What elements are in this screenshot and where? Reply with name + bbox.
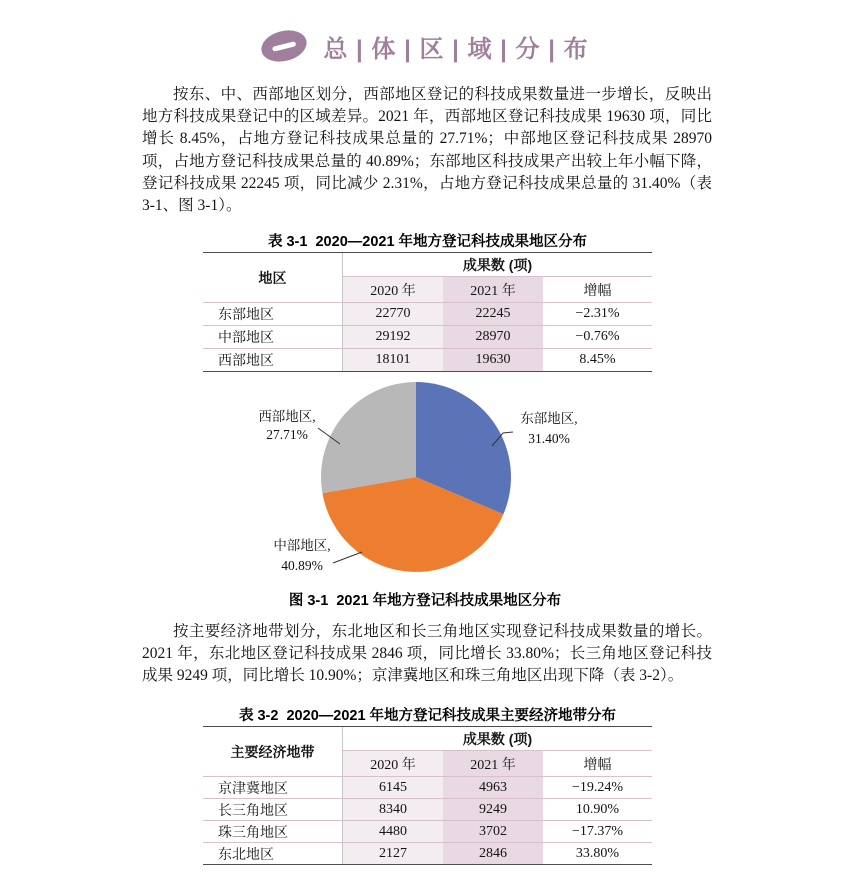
table-3-1 xyxy=(203,252,652,372)
value-2021-cell: 22245 xyxy=(443,302,543,325)
pie-label-中部地区-line2: 40.89% xyxy=(281,558,323,573)
group-header-cell: 成果数 (项) xyxy=(343,727,652,751)
table-3-1-title: 表 3-1 2020—2021 年地方登记科技成果地区分布 xyxy=(267,234,588,250)
pie-label-西部地区-line1: 西部地区, xyxy=(258,409,316,424)
sub-header-cell: 增幅 xyxy=(583,283,612,299)
value-2021-cell: 4963 xyxy=(443,776,543,798)
value-2020-cell: 2127 xyxy=(343,842,443,864)
pie-label-中部地区-line1: 中部地区, xyxy=(273,538,331,553)
section-header xyxy=(0,24,850,68)
value-2020-cell: 22770 xyxy=(343,302,443,325)
change-cell: 8.45% xyxy=(543,348,652,371)
value-2020-cell: 29192 xyxy=(343,325,443,348)
row-label-cell: 西部地区 xyxy=(203,348,343,371)
section-title: 总 | 体 | 区 | 域 | 分 | 布 xyxy=(323,35,589,63)
sub-header-cell: 2020 年 xyxy=(343,277,443,302)
change-cell: −17.37% xyxy=(543,820,652,842)
value-2020-cell: 6145 xyxy=(343,776,443,798)
change-cell: −19.24% xyxy=(543,776,652,798)
change-cell: −2.31% xyxy=(543,302,652,325)
group-header-cell: 成果数 (项) xyxy=(343,253,652,277)
change-cell: 33.80% xyxy=(543,842,652,864)
paragraph-region-analysis: 按东、中、西部地区划分，西部地区登记的科技成果数量进一步增长，反映出地方科技成果登记中的区域差异。2021 年，西部地区登记科技成果 19630 项，同比增长 8.45%，占地方登记科技成果总量的 27.71%；中部地区登记科技成果 28970 项，占地方登记科技成果总量的 40.89%；东部地区科技成果产出较上年小幅下降，登记科技成果 22245 项，同比减少 2.31%，占地方登记科技成果总量的 31.40%（表 3-1、图 3-1）。 xyxy=(142,86,712,215)
pie-label-东部地区-line2: 31.40% xyxy=(528,431,570,446)
row-label-cell: 京津冀地区 xyxy=(203,776,343,798)
value-2020-cell: 4480 xyxy=(343,820,443,842)
value-2021-cell: 9249 xyxy=(443,798,543,820)
pie-leader-line-中部地区 xyxy=(333,552,362,563)
pie-label-东部地区-line1: 东部地区, xyxy=(520,411,578,426)
value-2021-cell: 19630 xyxy=(443,348,543,371)
figure-3-1-caption: 图 3-1 2021 年地方登记科技成果地区分布 xyxy=(288,593,562,609)
sub-header-cell: 2020 年 xyxy=(343,751,443,776)
table-3-1-block xyxy=(203,230,652,372)
value-2021-cell: 3702 xyxy=(443,820,543,842)
sub-header-cell: 增幅 xyxy=(583,757,612,773)
value-2020-cell: 8340 xyxy=(343,798,443,820)
row-label-cell: 东北地区 xyxy=(203,842,343,864)
table-3-2 xyxy=(203,726,652,865)
corner-header-cell: 主要经济地带 xyxy=(203,727,343,776)
table-3-2-block xyxy=(203,704,652,865)
change-cell: 10.90% xyxy=(543,798,652,820)
sub-header-cell: 2021 年 xyxy=(443,751,543,776)
value-2021-cell: 28970 xyxy=(443,325,543,348)
row-label-cell: 中部地区 xyxy=(203,325,343,348)
corner-header-cell: 地区 xyxy=(203,253,343,302)
value-2020-cell: 18101 xyxy=(343,348,443,371)
pie-slice-西部地区 xyxy=(321,382,416,493)
pie-chart-svg xyxy=(230,378,650,590)
table-3-2-title: 表 3-2 2020—2021 年地方登记科技成果主要经济地带分布 xyxy=(238,708,617,724)
value-2021-cell: 2846 xyxy=(443,842,543,864)
section-number-ellipse-icon xyxy=(258,26,310,66)
sub-header-cell: 2021 年 xyxy=(443,277,543,302)
change-cell: −0.76% xyxy=(543,325,652,348)
row-label-cell: 东部地区 xyxy=(203,302,343,325)
row-label-cell: 长三角地区 xyxy=(203,798,343,820)
dash-icon xyxy=(272,41,296,52)
paragraph-economic-zone-analysis: 按主要经济地带划分，东北地区和长三角地区实现登记科技成果数量的增长。2021 年，东北地区登记科技成果 2846 项，同比增长 33.80%；长三角地区登记科技成果 9249 项，同比增长 10.90%；京津冀地区和珠三角地区出现下降（表 3-2）。 xyxy=(142,623,712,685)
pie-chart-region-distribution xyxy=(230,378,650,590)
pie-label-西部地区-line2: 27.71% xyxy=(266,427,308,442)
row-label-cell: 珠三角地区 xyxy=(203,820,343,842)
